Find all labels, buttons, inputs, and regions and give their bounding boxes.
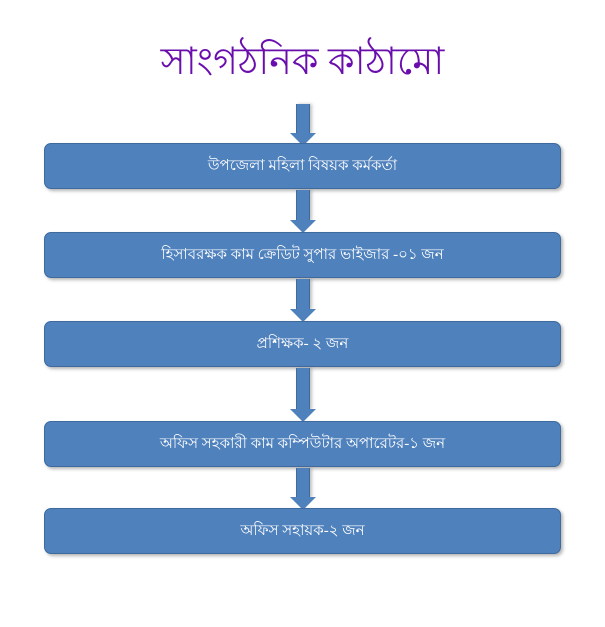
arrow-shaft [296, 368, 310, 410]
flow-node-upazila-officer[interactable] [44, 143, 561, 189]
down-arrow-icon [290, 368, 316, 423]
down-arrow-icon [290, 190, 316, 234]
flow-node-office-assistant-computer-operator[interactable] [44, 421, 561, 467]
down-arrow-icon [290, 468, 316, 511]
flow-node-label: হিসাবরক্ষক কাম ক্রেডিট সুপার ভাইজার -০১ জন [161, 247, 444, 263]
page-title: সাংগঠনিক কাঠামো [160, 41, 445, 83]
down-arrow-icon [290, 104, 316, 146]
flow-node-label: প্রশিক্ষক- ২ জন [256, 336, 349, 352]
arrow-shaft [296, 468, 310, 498]
arrow-shaft [296, 279, 310, 310]
arrow-shaft [296, 104, 310, 134]
flow-node-label: অফিস সহায়ক-২ জন [240, 523, 365, 539]
down-arrow-icon [290, 279, 316, 323]
flow-node-label: উপজেলা মহিলা বিষয়ক কর্মকর্তা [207, 158, 398, 174]
flow-node-office-support-staff[interactable] [44, 508, 561, 554]
flow-node-label: অফিস সহকারী কাম কম্পিউটার অপারেটর-১ জন [159, 436, 446, 452]
flow-node-trainer[interactable] [44, 321, 561, 367]
arrow-shaft [296, 190, 310, 221]
flow-node-accountant-credit-supervisor[interactable] [44, 232, 561, 278]
